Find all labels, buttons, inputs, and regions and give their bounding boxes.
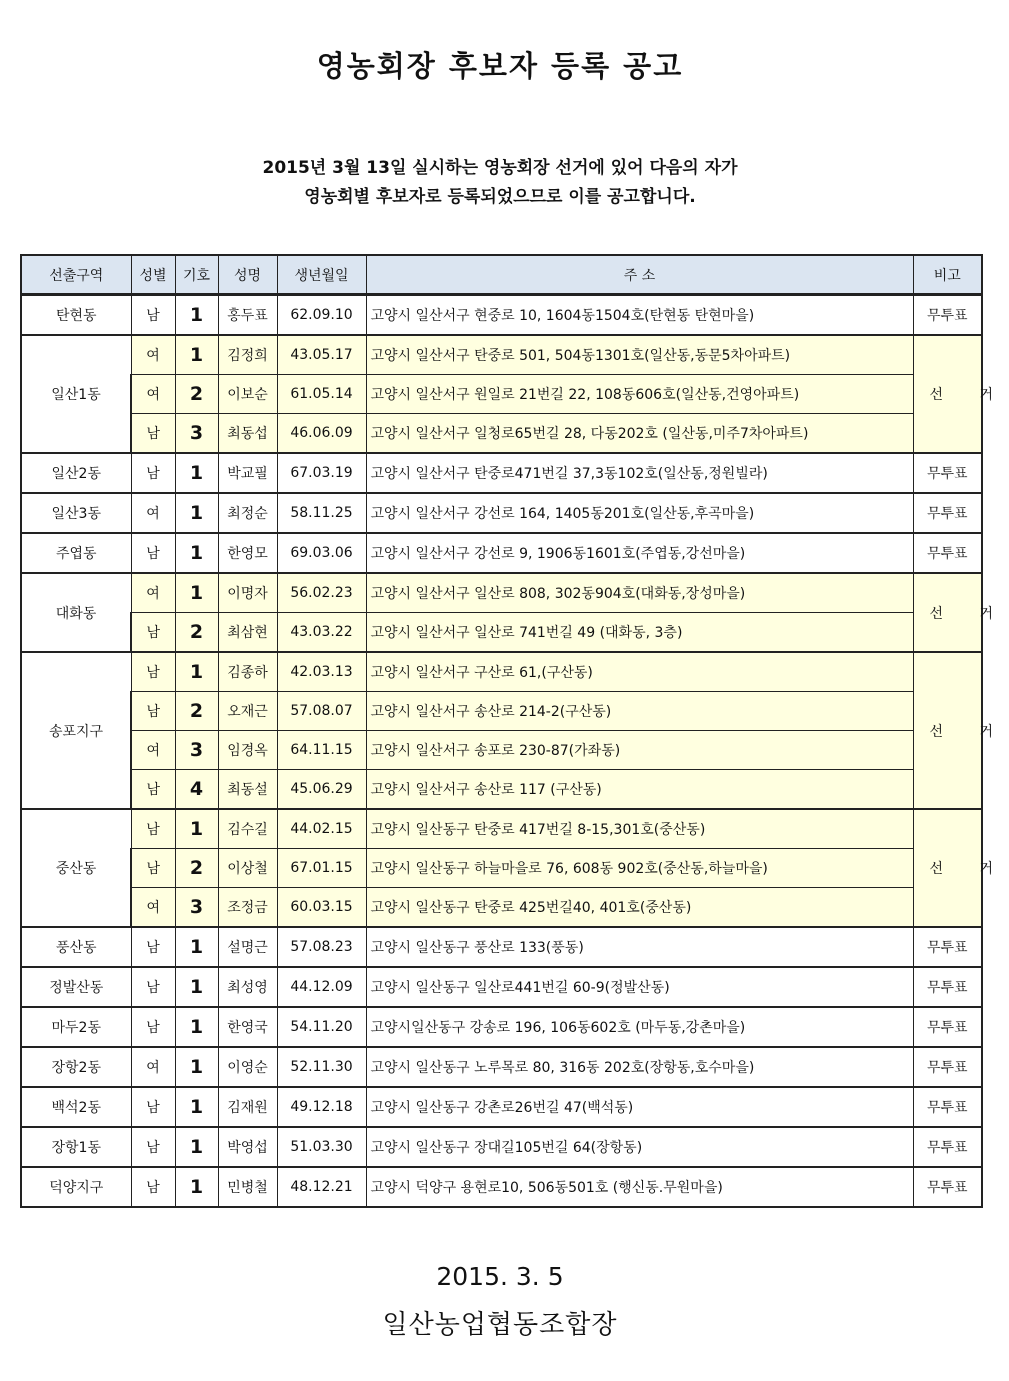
number-cell: 3	[175, 888, 218, 928]
gender-cell: 여	[131, 493, 175, 533]
table-row	[21, 652, 982, 692]
birth-cell: 52.11.30	[277, 1047, 366, 1087]
birth-cell: 42.03.13	[277, 652, 366, 692]
name-cell: 최성영	[218, 967, 277, 1007]
address-cell: 고양시 일산서구 탄중로471번길 37,3동102호(일산동,정원빌라)	[366, 453, 913, 493]
gender-cell: 남	[131, 1007, 175, 1047]
number-cell: 1	[175, 453, 218, 493]
table-row	[21, 295, 982, 336]
address-cell: 고양시 일산서구 송포로 230-87(가좌동)	[366, 731, 913, 770]
district-cell: 덕양지구	[21, 1167, 131, 1207]
table-row	[21, 453, 982, 493]
address-cell: 고양시 일산서구 구산로 61,(구산동)	[366, 652, 913, 692]
gender-cell: 남	[131, 1087, 175, 1127]
district-cell: 대화동	[21, 573, 131, 652]
name-cell: 김수길	[218, 809, 277, 849]
gender-cell: 남	[131, 809, 175, 849]
district-cell: 일산2동	[21, 453, 131, 493]
gender-cell: 여	[131, 888, 175, 928]
name-cell: 조정금	[218, 888, 277, 928]
birth-cell: 51.03.30	[277, 1127, 366, 1167]
note-cell: 무투표	[913, 1087, 982, 1127]
header-birth: 생년월일	[277, 255, 366, 295]
address-cell: 고양시 일산서구 원일로 21번길 22, 108동606호(일산동,건영아파트)	[366, 375, 913, 414]
number-cell: 1	[175, 809, 218, 849]
birth-cell: 44.12.09	[277, 967, 366, 1007]
gender-cell: 남	[131, 692, 175, 731]
intro-text	[0, 154, 1000, 212]
gender-cell: 여	[131, 573, 175, 613]
table-header-row	[21, 255, 982, 295]
number-cell: 2	[175, 375, 218, 414]
gender-cell: 남	[131, 652, 175, 692]
birth-cell: 58.11.25	[277, 493, 366, 533]
district-cell: 장항1동	[21, 1127, 131, 1167]
district-cell: 중산동	[21, 809, 131, 927]
birth-cell: 67.01.15	[277, 849, 366, 888]
table-row	[21, 888, 982, 928]
table-row	[21, 335, 982, 375]
number-cell: 1	[175, 335, 218, 375]
name-cell: 한영국	[218, 1007, 277, 1047]
number-cell: 4	[175, 770, 218, 810]
district-cell: 일산1동	[21, 335, 131, 453]
address-cell: 고양시 일산서구 송산로 117 (구산동)	[366, 770, 913, 810]
district-cell: 백석2동	[21, 1087, 131, 1127]
name-cell: 이상철	[218, 849, 277, 888]
address-cell: 고양시 일산서구 강선로 9, 1906동1601호(주엽동,강선마을)	[366, 533, 913, 573]
address-cell: 고양시 일산동구 탄중로 417번길 8-15,301호(중산동)	[366, 809, 913, 849]
note-cell: 무투표	[913, 967, 982, 1007]
note-cell: 무투표	[913, 493, 982, 533]
note-cell: 무투표	[913, 453, 982, 493]
name-cell: 최정순	[218, 493, 277, 533]
birth-cell: 57.08.23	[277, 927, 366, 967]
gender-cell: 남	[131, 533, 175, 573]
birth-cell: 54.11.20	[277, 1007, 366, 1047]
number-cell: 1	[175, 652, 218, 692]
district-cell: 정발산동	[21, 967, 131, 1007]
gender-cell: 남	[131, 770, 175, 810]
note-cell: 무투표	[913, 1167, 982, 1207]
table-body	[21, 295, 1009, 1208]
table-row	[21, 1007, 982, 1047]
address-cell: 고양시 일산동구 장대길105번길 64(장항동)	[366, 1127, 913, 1167]
address-cell: 고양시 일산서구 일청로65번길 28, 다동202호 (일산동,미주7차아파트)	[366, 414, 913, 454]
address-cell: 고양시 덕양구 용현로10, 506동501호 (행신동.무원마을)	[366, 1167, 913, 1207]
district-cell: 탄현동	[21, 295, 131, 336]
number-cell: 1	[175, 295, 218, 336]
name-cell: 민병철	[218, 1167, 277, 1207]
address-cell: 고양시 일산서구 일산로 741번길 49 (대화동, 3층)	[366, 613, 913, 653]
note-cell: 선 거	[913, 652, 982, 809]
name-cell: 이명자	[218, 573, 277, 613]
birth-cell: 57.08.07	[277, 692, 366, 731]
gender-cell: 남	[131, 1167, 175, 1207]
intro-line-1: 2015년 3월 13일 실시하는 영농회장 선거에 있어 다음의 자가	[262, 158, 738, 178]
note-cell: 선 거	[913, 335, 982, 453]
name-cell: 김재원	[218, 1087, 277, 1127]
name-cell: 박영섭	[218, 1127, 277, 1167]
table-row	[21, 375, 982, 414]
name-cell: 오재근	[218, 692, 277, 731]
name-cell: 홍두표	[218, 295, 277, 336]
address-cell: 고양시 일산동구 일산로441번길 60-9(정발산동)	[366, 967, 913, 1007]
gender-cell: 남	[131, 849, 175, 888]
note-cell: 무투표	[913, 1007, 982, 1047]
gender-cell: 남	[131, 613, 175, 653]
birth-cell: 67.03.19	[277, 453, 366, 493]
birth-cell: 48.12.21	[277, 1167, 366, 1207]
name-cell: 최동섭	[218, 414, 277, 454]
gender-cell: 남	[131, 295, 175, 336]
table-row	[21, 927, 982, 967]
address-cell: 고양시 일산서구 일산로 808, 302동904호(대화동,장성마을)	[366, 573, 913, 613]
table-row	[21, 1047, 982, 1087]
number-cell: 2	[175, 849, 218, 888]
birth-cell: 56.02.23	[277, 573, 366, 613]
note-cell: 무투표	[913, 533, 982, 573]
address-cell: 고양시 일산서구 현중로 10, 1604동1504호(탄현동 탄현마을)	[366, 295, 913, 336]
number-cell: 1	[175, 1127, 218, 1167]
birth-cell: 46.06.09	[277, 414, 366, 454]
gender-cell: 남	[131, 927, 175, 967]
address-cell: 고양시 일산서구 탄중로 501, 504동1301호(일산동,동문5차아파트)	[366, 335, 913, 375]
birth-cell: 62.09.10	[277, 295, 366, 336]
number-cell: 1	[175, 493, 218, 533]
gender-cell: 남	[131, 967, 175, 1007]
birth-cell: 61.05.14	[277, 375, 366, 414]
district-cell: 일산3동	[21, 493, 131, 533]
name-cell: 한영모	[218, 533, 277, 573]
birth-cell: 45.06.29	[277, 770, 366, 810]
table-row	[21, 1167, 982, 1207]
header-name: 성명	[218, 255, 277, 295]
name-cell: 김정희	[218, 335, 277, 375]
table-row	[21, 770, 982, 810]
name-cell: 이영순	[218, 1047, 277, 1087]
district-cell: 장항2동	[21, 1047, 131, 1087]
header-number: 기호	[175, 255, 218, 295]
table-row	[21, 1127, 982, 1167]
gender-cell: 여	[131, 375, 175, 414]
table-row	[21, 1087, 982, 1127]
table-row	[21, 533, 982, 573]
table-row	[21, 692, 982, 731]
header-gender: 성별	[131, 255, 175, 295]
number-cell: 1	[175, 1167, 218, 1207]
header-district: 선출구역	[21, 255, 131, 295]
name-cell: 김종하	[218, 652, 277, 692]
table-row	[21, 493, 982, 533]
gender-cell: 남	[131, 453, 175, 493]
number-cell: 2	[175, 692, 218, 731]
birth-cell: 49.12.18	[277, 1087, 366, 1127]
name-cell: 설명근	[218, 927, 277, 967]
number-cell: 1	[175, 1007, 218, 1047]
number-cell: 1	[175, 533, 218, 573]
birth-cell: 64.11.15	[277, 731, 366, 770]
intro-line-2: 영농회별 후보자로 등록되었으므로 이를 공고합니다.	[304, 187, 696, 207]
table-row	[21, 573, 982, 613]
birth-cell: 43.05.17	[277, 335, 366, 375]
number-cell: 2	[175, 613, 218, 653]
candidate-table	[20, 254, 1009, 1208]
table-row	[21, 613, 982, 653]
name-cell: 최삼현	[218, 613, 277, 653]
table-row	[21, 849, 982, 888]
number-cell: 1	[175, 967, 218, 1007]
district-cell: 마두2동	[21, 1007, 131, 1047]
number-cell: 1	[175, 1087, 218, 1127]
note-cell: 무투표	[913, 927, 982, 967]
district-cell: 송포지구	[21, 652, 131, 809]
number-cell: 3	[175, 414, 218, 454]
birth-cell: 60.03.15	[277, 888, 366, 928]
address-cell: 고양시 일산동구 강촌로26번길 47(백석동)	[366, 1087, 913, 1127]
name-cell: 임경옥	[218, 731, 277, 770]
note-cell: 무투표	[913, 1127, 982, 1167]
name-cell: 박교필	[218, 453, 277, 493]
note-cell: 무투표	[913, 1047, 982, 1087]
number-cell: 1	[175, 573, 218, 613]
gender-cell: 남	[131, 1127, 175, 1167]
birth-cell: 44.02.15	[277, 809, 366, 849]
name-cell: 최동설	[218, 770, 277, 810]
number-cell: 1	[175, 1047, 218, 1087]
district-cell: 주엽동	[21, 533, 131, 573]
table-row	[21, 809, 982, 849]
name-cell: 이보순	[218, 375, 277, 414]
note-cell: 선 거	[913, 573, 982, 652]
note-cell: 선 거	[913, 809, 982, 927]
gender-cell: 여	[131, 335, 175, 375]
number-cell: 1	[175, 927, 218, 967]
header-address: 주 소	[366, 255, 913, 295]
district-cell: 풍산동	[21, 927, 131, 967]
address-cell: 고양시 일산동구 노루목로 80, 316동 202호(장항동,호수마을)	[366, 1047, 913, 1087]
address-cell: 고양시 일산서구 송산로 214-2(구산동)	[366, 692, 913, 731]
address-cell: 고양시 일산동구 탄중로 425번길40, 401호(중산동)	[366, 888, 913, 928]
birth-cell: 69.03.06	[277, 533, 366, 573]
birth-cell: 43.03.22	[277, 613, 366, 653]
table-row	[21, 967, 982, 1007]
table-row	[21, 731, 982, 770]
number-cell: 3	[175, 731, 218, 770]
page-title: 영농회장 후보자 등록 공고	[316, 49, 684, 83]
header-note: 비고	[913, 255, 982, 295]
gender-cell: 여	[131, 1047, 175, 1087]
address-cell: 고양시 일산동구 하늘마을로 76, 608동 902호(중산동,하늘마을)	[366, 849, 913, 888]
address-cell: 고양시 일산동구 풍산로 133(풍동)	[366, 927, 913, 967]
table-row	[21, 414, 982, 454]
address-cell: 고양시일산동구 강송로 196, 106동602호 (마두동,강촌마을)	[366, 1007, 913, 1047]
notice-date: 2015. 3. 5	[436, 1262, 564, 1291]
issuer-name: 일산농업협동조합장	[382, 1310, 618, 1340]
gender-cell: 여	[131, 731, 175, 770]
note-cell: 무투표	[913, 295, 982, 336]
gender-cell: 남	[131, 414, 175, 454]
address-cell: 고양시 일산서구 강선로 164, 1405동201호(일산동,후곡마을)	[366, 493, 913, 533]
